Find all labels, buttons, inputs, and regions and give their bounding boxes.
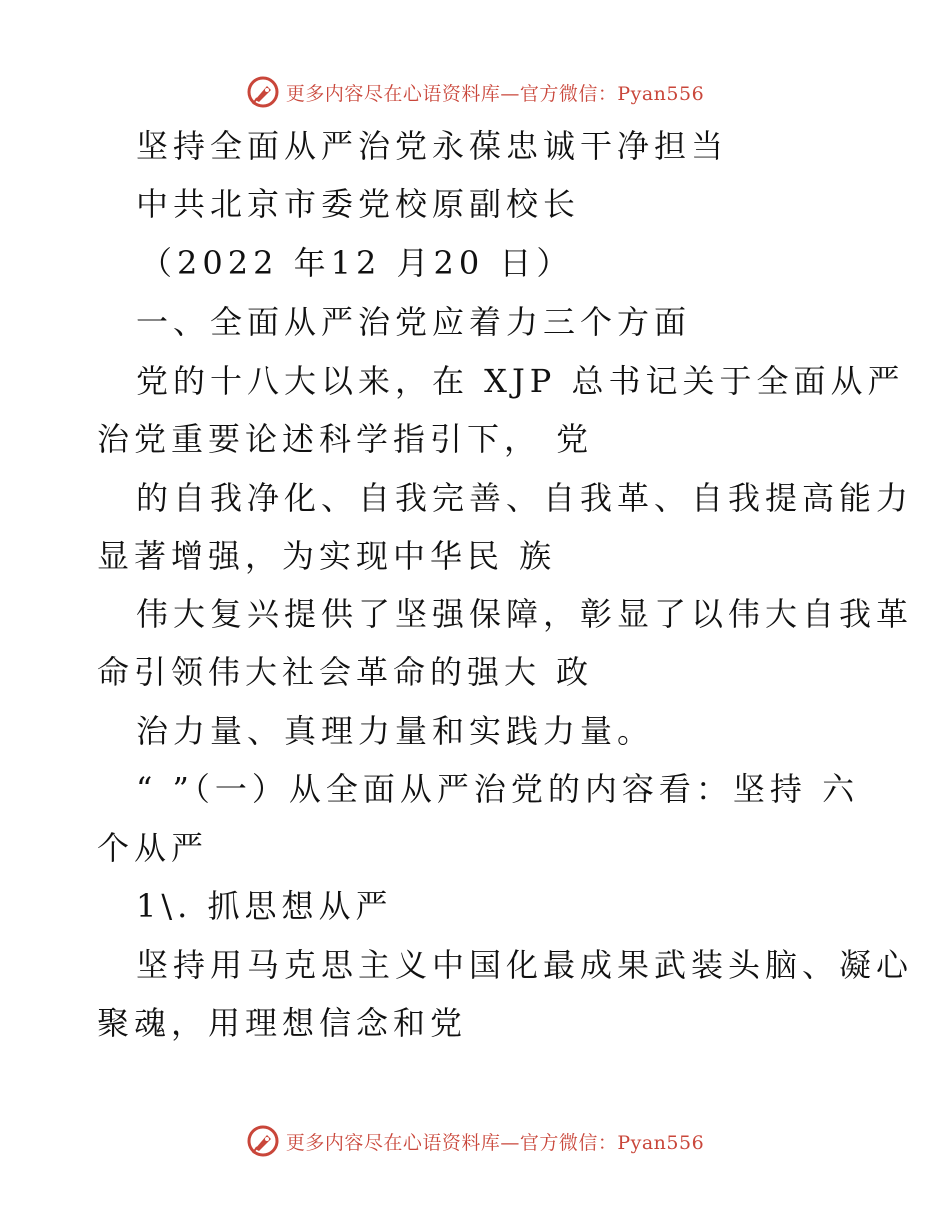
paragraph-line: 显著增强，为实现中华民 族 <box>97 537 557 575</box>
footer-watermark <box>0 1121 950 1161</box>
author-line: 中共北京市委党校原副校长 <box>136 185 581 223</box>
footer-watermark-text: 更多内容尽在心语资料库—官方微信：Pyan556 <box>285 1131 705 1154</box>
paragraph-line: 聚魂，用理想信念和党 <box>97 1004 468 1042</box>
paragraph-line: 命引领伟大社会革命的强大 政 <box>97 653 594 691</box>
date-line: （2022 年12 月20 日） <box>140 244 574 282</box>
pen-nib-logo-icon <box>246 1124 280 1158</box>
paragraph-line: 治力量、真理力量和实践力量。 <box>136 712 655 750</box>
document-title: 坚持全面从严治党永葆忠诚干净担当 <box>136 127 729 165</box>
section-heading: 一、全面从严治党应着力三个方面 <box>136 303 692 341</box>
paragraph-line: 伟大复兴提供了坚强保障，彰显了以伟大自我革 <box>136 595 914 633</box>
subsection-heading-cont: 个从严 <box>97 829 209 867</box>
paragraph-line: 治党重要论述科学指引下， 党 <box>97 420 594 458</box>
paragraph-line: 党的十八大以来，在 XJP 总书记关于全面从严 <box>136 362 905 400</box>
subsection-heading: “ ”（一）从全面从严治党的内容看：坚持 六 <box>136 770 860 808</box>
item-heading: 1\. 抓思想从严 <box>136 887 393 925</box>
paragraph-line: 的自我净化、自我完善、自我革、自我提高能力 <box>136 479 914 517</box>
paragraph-line: 坚持用马克思主义中国化最成果武装头脑、凝心 <box>136 946 914 984</box>
header-watermark-text: 更多内容尽在心语资料库—官方微信：Pyan556 <box>285 82 705 105</box>
